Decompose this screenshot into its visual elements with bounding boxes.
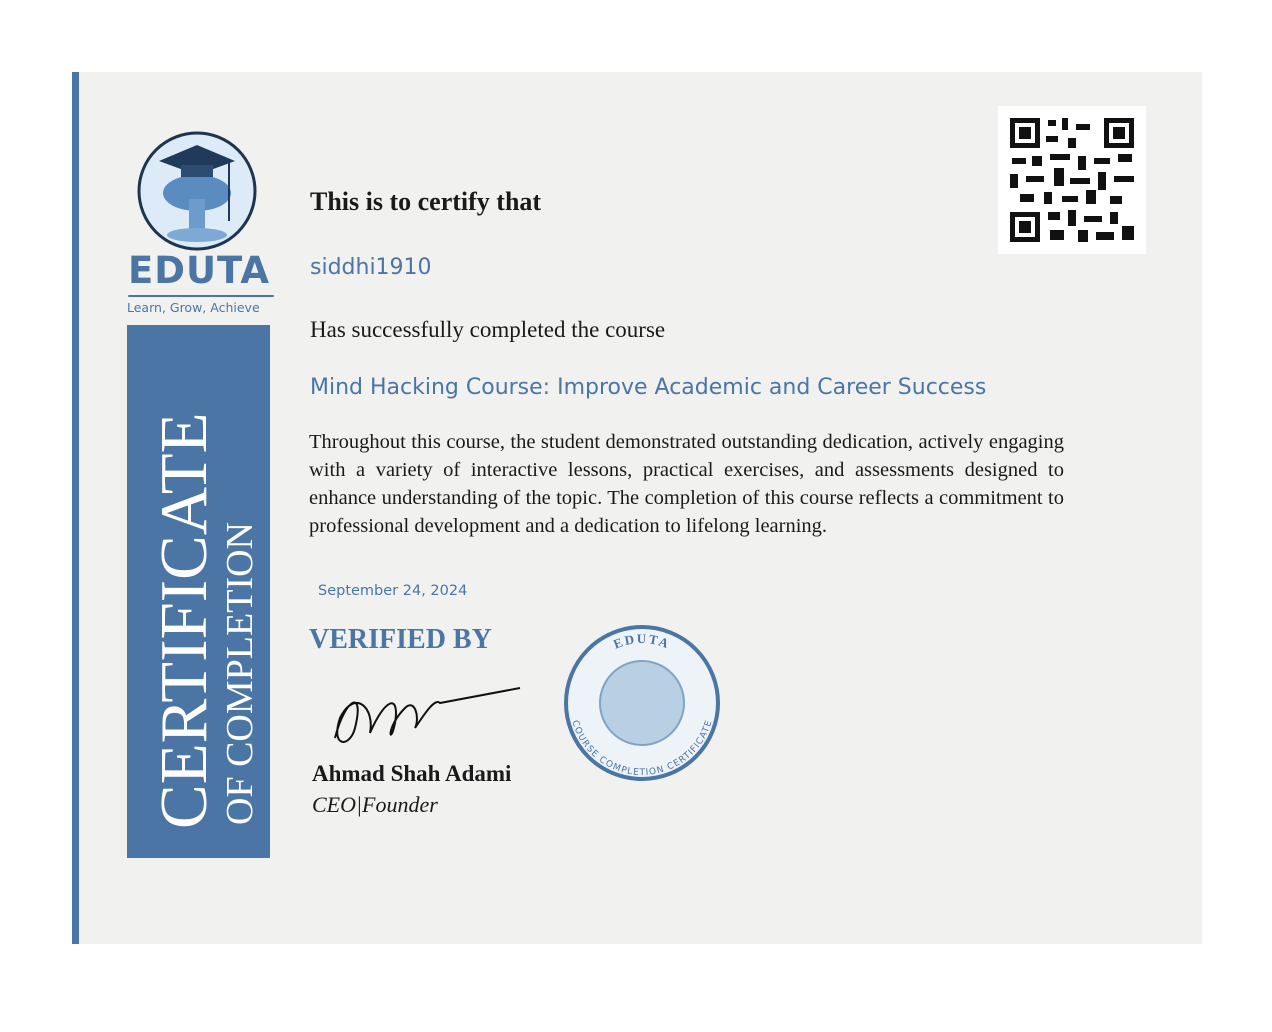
course-description: Throughout this course, the student demonstrated outstanding dedication, actively engaging with a variety of interactive lessons, practical exercises, and assessments designed to enhance understanding of the topic. The completion of this course reflects a commitment to professional development and a dedication to lifelong learning.	[309, 431, 1064, 537]
brand-underline	[128, 295, 274, 297]
qr-code[interactable]	[998, 106, 1146, 254]
seal-ring-text: COURSE COMPLETION CERTIFICATE	[569, 719, 715, 778]
certificate-side-panel	[127, 325, 270, 858]
verified-by-heading: VERIFIED BY	[309, 624, 492, 655]
signer-name: Ahmad Shah Adami	[312, 761, 512, 786]
seal-icon	[563, 624, 721, 782]
certify-heading: This is to certify that	[310, 187, 542, 216]
brand-name: EDUTA	[128, 249, 271, 292]
student-name: siddhi1910	[310, 255, 432, 280]
side-subtitle: OF COMPLETION	[219, 522, 261, 825]
signature-icon	[325, 678, 525, 758]
side-title: CERTIFICATE	[147, 412, 221, 829]
signature	[325, 678, 525, 763]
completion-seal	[563, 624, 721, 782]
eduta-logo	[137, 131, 257, 251]
signer-role: CEO|Founder	[312, 792, 438, 817]
qr-code-icon	[998, 106, 1146, 254]
course-title: Mind Hacking Course: Improve Academic and Career Success	[310, 375, 987, 400]
brand-tagline: Learn, Grow, Achieve	[127, 300, 260, 315]
completed-text: Has successfully completed the course	[310, 317, 666, 342]
logo-emblem-icon	[137, 131, 257, 251]
completion-date: September 24, 2024	[318, 583, 468, 599]
seal-top-text: EDUTA	[611, 630, 673, 652]
